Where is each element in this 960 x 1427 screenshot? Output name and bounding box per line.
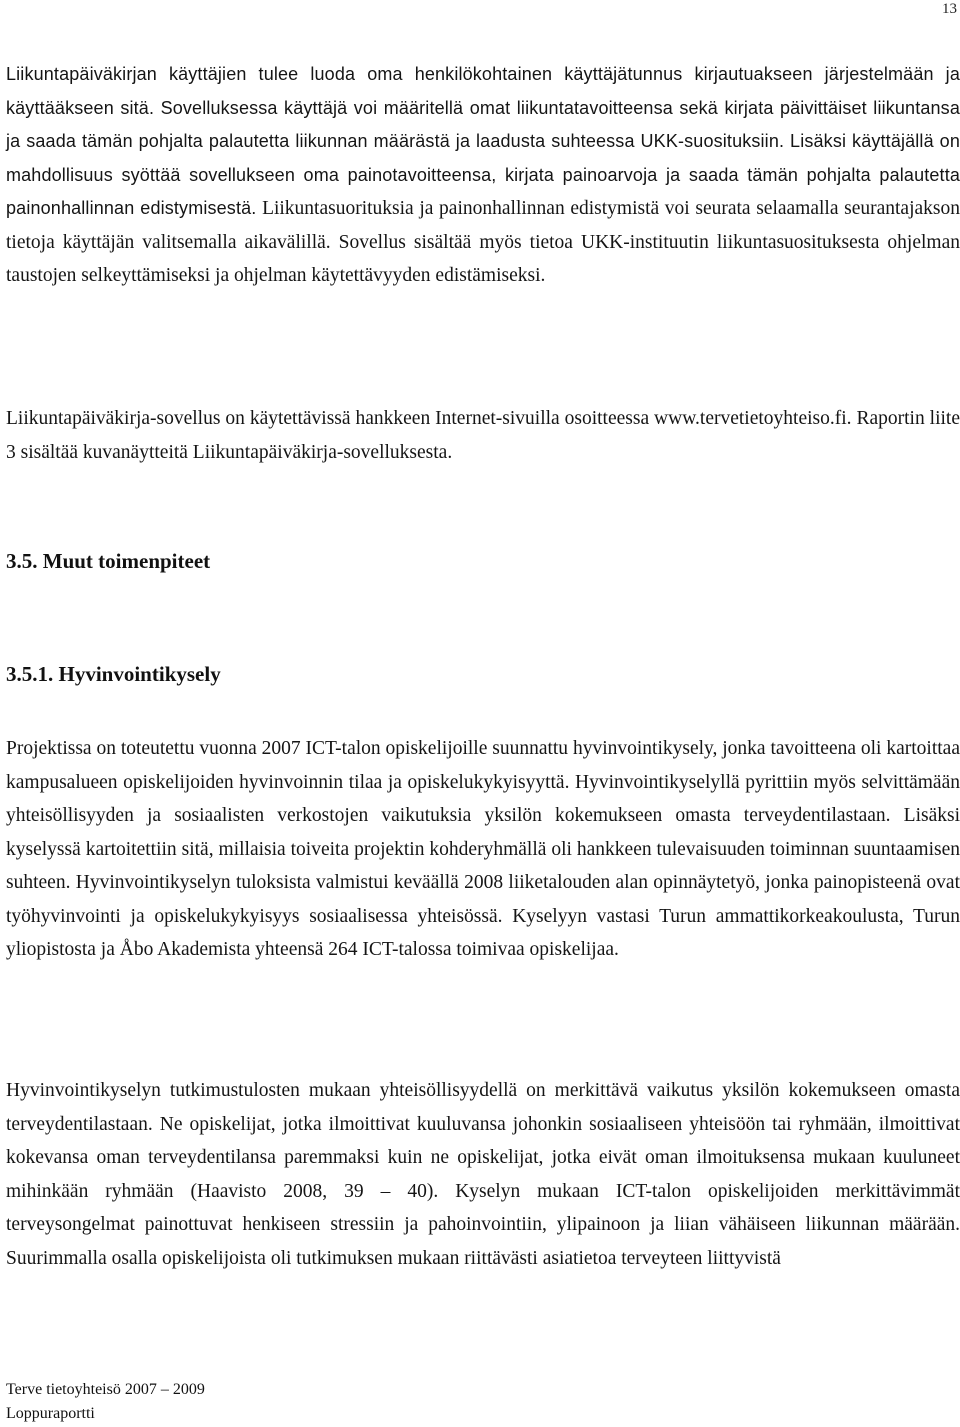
page-footer <box>6 1378 205 1426</box>
paragraph-hyvinvointikysely-results: Hyvinvointikyselyn tutkimustulosten mukaan yhteisöllisyydellä on merkittävä vaikutus yksilön kokemukseen omasta terveydentilastaan. Ne opiskelijat, jotka ilmoittivat kuuluvansa johonkin sosiaaliseen yhteisöön tai ryhmään, ilmoittivat kokevansa oman terveydentilansa paremmaksi kuin ne opiskelijat, jotka eivät oman ilmoituksensa mukaan kuuluneet mihinkään ryhmään (Haavisto 2008, 39 – 40). Kyselyn mukaan ICT-talon opiskelijoiden merkittävimmät terveysongelmat painottuvat henkiseen stressiin ja pahoinvointiin, ylipainoon ja liian vähäiseen liikunnan määrään. Suurimmalla osalla opiskelijoista oli tutkimuksen mukaan riittävästi asiatietoa terveyteen liittyvistä <box>6 1080 960 1269</box>
subsection-heading: 3.5.1. Hyvinvointikysely <box>6 662 221 686</box>
paragraph-serif-part: Liikuntasuorituksia ja painonhallinnan edistymistä voi seurata selaamalla seurantajakson tietoja käyttäjän valitsemalla aikavälillä. Sovellus sisältää myös tietoa UKK-instituutin liikuntasuosituksesta ohjelman taustojen selkeyttämiseksi ja ohjelman käytettävyyden edistämiseksi. <box>6 198 960 286</box>
footer-project-name: Terve tietoyhteisö 2007 – 2009 <box>6 1381 205 1398</box>
page-number: 13 <box>942 1 957 17</box>
paragraph-hyvinvointikysely-description: Projektissa on toteutettu vuonna 2007 ICT-talon opiskelijoille suunnattu hyvinvointikysely, jonka tavoitteena oli kartoittaa kampusalueen opiskelijoiden hyvinvoinnin tilaa ja opiskelukykyisyyttä. Hyvinvointikyselyllä pyrittiin myös selvittämään yhteisöllisyyden ja sosiaalisten verkostojen vaikutuksia yksilön kokemukseen omasta terveydentilastaan. Lisäksi kyselyssä kartoitettiin sitä, millaisia toiveita projektin kohderyhmällä oli hankkeen tulevaisuuden toiminnan suuntaamisen suhteen. Hyvinvointikyselyn tuloksista valmistui keväällä 2008 liiketalouden alan opinnäytetyö, jonka painopisteenä ovat työhyvinvointi ja opiskelukykyisyys sosiaalisessa yhteisössä. Kyselyyn vastasi Turun ammattikorkeakoulusta, Turun yliopistosta ja Åbo Akademista yhteensä 264 ICT-talossa toimivaa opiskelijaa. <box>6 738 960 960</box>
section-heading: 3.5. Muut toimenpiteet <box>6 549 211 573</box>
paragraph-liikuntapaivakirja-availability: Liikuntapäiväkirja-sovellus on käytettävissä hankkeen Internet-sivuilla osoitteessa www.tervetietoyhteiso.fi. Raportin liite 3 sisältää kuvanäytteitä Liikuntapäiväkirja-sovelluksesta. <box>6 408 960 463</box>
footer-report-type: Loppuraportti <box>6 1405 95 1422</box>
paragraph-liikuntapaivakirja-intro <box>6 58 960 293</box>
paragraph-sans-part: Liikuntapäiväkirjan käyttäjien tulee luoda oma henkilökohtainen käyttäjätunnus kirjautuakseen järjestelmään ja käyttääkseen sitä. Sovelluksessa käyttäjä voi määritellä omat liikuntatavoitteensa sekä kirjata päivittäiset liikuntansa ja saada tämän pohjalta palautetta liikunnan määrästä ja laadusta suhteessa UKK-suosituksiin. Lisäksi käyttäjällä on mahdollisuus syöttää sovellukseen oma painotavoitteensa, kirjata painoarvoja ja saada tämän pohjalta palautetta painonhallinnan edistymisestä. <box>6 64 960 218</box>
